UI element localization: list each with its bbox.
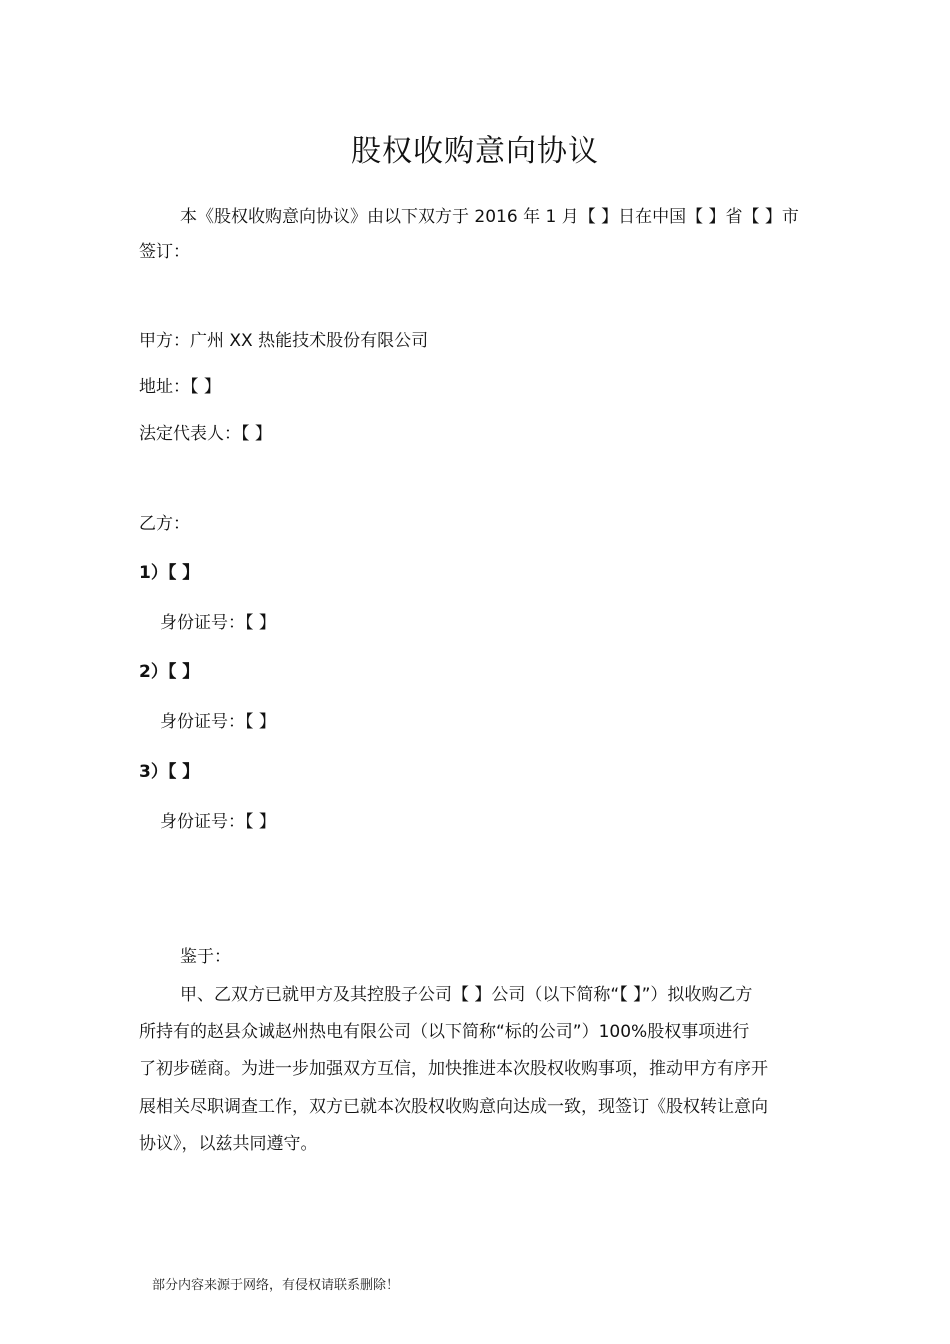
party-b-member-3: 3）【 】 — [139, 762, 200, 782]
intro-line-1: 本《股权收购意向协议》由以下双方于 2016 年 1 月【 】日在中国【 】省【 】市 — [180, 207, 799, 227]
party-b-member-3-id: 身份证号：【 】 — [160, 812, 276, 832]
party-b-member-1: 1）【 】 — [139, 563, 200, 583]
party-b-member-2: 2）【 】 — [139, 662, 200, 682]
party-b-member-2-id: 身份证号：【 】 — [160, 712, 276, 732]
whereas-label: 鉴于： — [180, 947, 231, 967]
party-a-legal-representative: 法定代表人：【 】 — [139, 424, 272, 444]
party-b-member-1-id: 身份证号：【 】 — [160, 613, 276, 633]
whereas-line-4: 展相关尽职调查工作，双方已就本次股权收购意向达成一致，现签订《股权转让意向 — [139, 1097, 768, 1117]
party-a-name: 甲方：广州 XX 热能技术股份有限公司 — [139, 331, 429, 351]
party-a-address: 地址：【 】 — [139, 377, 221, 397]
whereas-line-5: 协议》，以兹共同遵守。 — [139, 1134, 318, 1154]
footer-disclaimer: 部分内容来源于网络，有侵权请联系删除！ — [152, 1278, 400, 1293]
party-b-label: 乙方： — [139, 514, 190, 534]
intro-line-2: 签订： — [139, 242, 190, 262]
whereas-line-1: 甲、乙双方已就甲方及其控股子公司【 】公司（以下简称“【 】”）拟收购乙方 — [180, 985, 753, 1005]
document-title: 股权收购意向协议 — [351, 134, 599, 169]
whereas-line-3: 了初步磋商。为进一步加强双方互信，加快推进本次股权收购事项，推动甲方有序开 — [139, 1059, 768, 1079]
whereas-line-2: 所持有的赵县众诚赵州热电有限公司（以下简称“标的公司”）100%股权事项进行 — [139, 1022, 750, 1042]
